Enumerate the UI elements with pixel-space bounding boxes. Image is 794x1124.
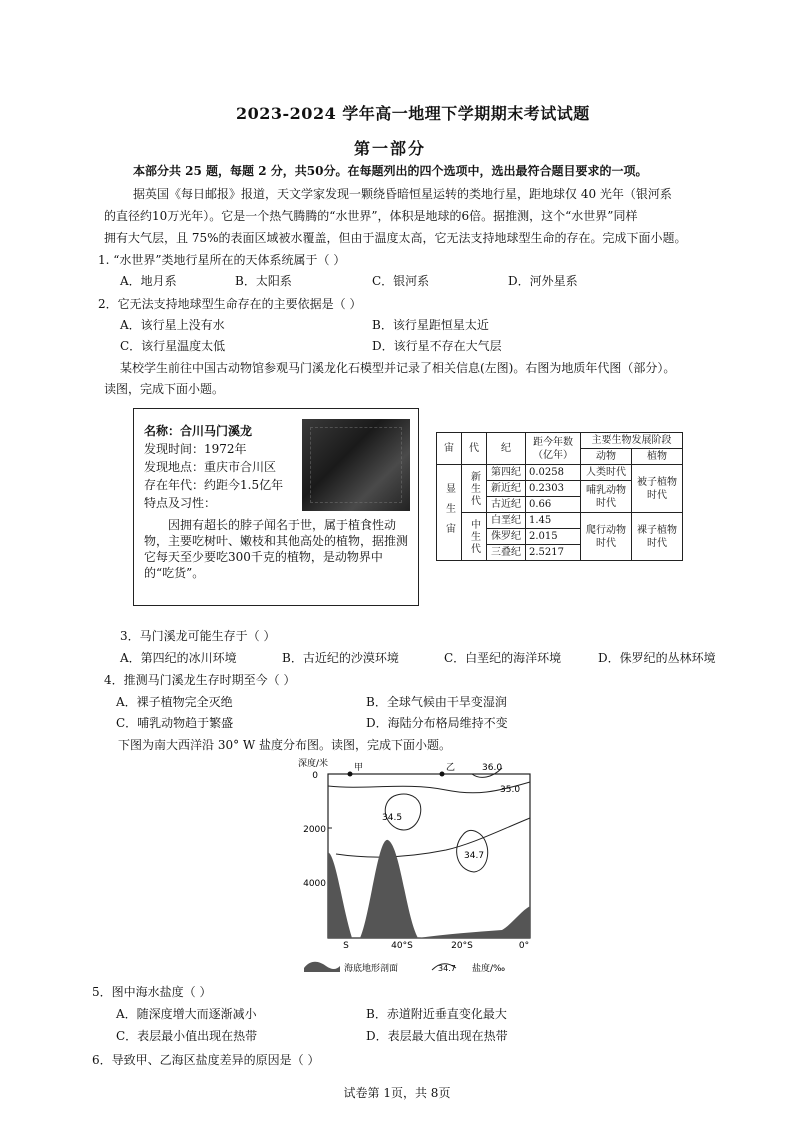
info-found-time: 发现时间：1972年 [144,442,247,456]
q1-option-d[interactable]: D．河外星系 [508,274,578,288]
isoline-36-label: 36.0 [482,763,503,773]
page-footer: 试卷第 1页，共 8页 [343,1086,451,1100]
q1-option-b[interactable]: B．太阳系 [235,274,292,288]
age-2: 0.2303 [526,481,581,497]
legend-terrain-label: 海底地形剖面 [344,964,399,974]
q2-option-c[interactable]: C．该行星温度太低 [120,339,226,353]
eon-phanerozoic: 显生宙 [437,465,462,561]
x-tick-s: S [343,941,349,951]
age-4: 1.45 [526,513,581,529]
dinosaur-info-card [133,408,419,606]
q3-stem: 3．马门溪龙可能生存于（ ） [120,629,276,643]
period-triassic: 三叠纪 [487,545,526,561]
salinity-diagram [296,756,556,978]
y-axis-label: 深度/米 [298,759,329,769]
fossil-photo [302,419,410,511]
part-heading: 第一部分 [354,139,427,158]
age-3: 0.66 [526,497,581,513]
plant-angiosperm: 被子植物时代 [632,465,683,513]
period-paleogene: 古近纪 [487,497,526,513]
age-6: 2.5217 [526,545,581,561]
info-habits-text: 因拥有超长的脖子闻名于世，属于植食性动物，主要吃树叶、嫩枝和其他高处的植物，据推测它每天至少要吃300千克的植物，是动物界中的“吃货”。 [144,518,409,580]
q5-option-b[interactable]: B．赤道附近垂直变化最大 [366,1007,507,1021]
q5-option-a[interactable]: A．随深度增大而逐渐减小 [116,1007,257,1021]
q5-stem: 5．图中海水盐度（ ） [92,985,212,999]
passage2-line1: 某校学生前往中国古动物馆参观马门溪龙化石模型并记录了相关信息(左图)。右图为地质年代图（部分）。 [120,361,676,375]
th-plant: 植物 [632,449,683,465]
seabed-ridge-left [360,840,418,938]
label-jia: 甲 [354,763,364,773]
info-era: 存在年代：约距今1.5亿年 [144,478,284,492]
q2-option-d[interactable]: D．该行星不存在大气层 [372,339,502,353]
th-eon: 宙 [437,433,462,465]
exam-title: 2023-2024 学年高一地理下学期期末考试试题 [236,104,590,123]
x-tick-20s: 20°S [451,941,473,951]
x-tick-40s: 40°S [391,941,413,951]
q4-stem: 4．推测马门溪龙生存时期至今（ ） [104,673,296,687]
passage1-line3: 拥有大气层，且 75%的表面区域被水覆盖，但由于温度太高，它无法支持地球型生命的存在。完成下面小题。 [104,231,687,245]
q4-option-c[interactable]: C．哺乳动物趋于繁盛 [116,716,234,730]
geologic-time-table [436,432,683,561]
q2-option-b[interactable]: B．该行星距恒星太近 [372,318,489,332]
th-era: 代 [462,433,487,465]
th-stage: 主要生物发展阶段 [581,433,683,449]
era-mesozoic: 中生代 [462,513,487,561]
passage2-line2: 读图，完成下面小题。 [104,382,225,396]
period-jurassic: 侏罗纪 [487,529,526,545]
q4-option-a[interactable]: A．裸子植物完全灭绝 [116,695,233,709]
passage1-line1: 据英国《每日邮报》报道，天文学家发现一颗绕昏暗恒星运转的类地行星，距地球仅 40 光年（银河系 [133,187,672,201]
legend-terrain-swatch [304,962,340,972]
age-5: 2.015 [526,529,581,545]
isoline-345-label: 34.5 [382,813,403,823]
info-name: 名称：合川马门溪龙 [144,424,253,438]
q1-option-a[interactable]: A．地月系 [120,274,177,288]
q4-option-d[interactable]: D．海陆分布格局维持不变 [366,716,508,730]
legend-isoline-value: 34.7 [438,964,456,973]
th-period: 纪 [487,433,526,465]
animal-reptile: 爬行动物时代 [581,513,632,561]
animal-mammal: 哺乳动物时代 [581,481,632,513]
q2-stem: 2．它无法支持地球型生命存在的主要依据是（ ） [98,297,362,311]
q2-option-a[interactable]: A．该行星上没有水 [120,318,225,332]
period-neogene: 新近纪 [487,481,526,497]
q6-stem: 6．导致甲、乙海区盐度差异的原因是（ ） [92,1053,320,1067]
plant-gymnosperm: 裸子植物时代 [632,513,683,561]
era-cenozoic: 新生代 [462,465,487,513]
animal-human: 人类时代 [581,465,632,481]
passage3: 下图为南大西洋沿 30° W 盐度分布图。读图，完成下面小题。 [118,738,452,752]
point-yi-marker [440,772,445,777]
info-found-place: 发现地点：重庆市合川区 [144,460,277,474]
period-cretaceous: 白垩纪 [487,513,526,529]
q3-option-b[interactable]: B．古近纪的沙漠环境 [282,651,399,665]
isoline-347-upper [336,818,530,857]
q5-option-c[interactable]: C．表层最小值出现在热带 [116,1029,258,1043]
x-tick-0: 0° [518,941,530,951]
q3-option-a[interactable]: A．第四纪的冰川环境 [120,651,237,665]
point-jia-marker [348,772,353,777]
th-age: 距今年数（亿年） [526,433,581,465]
seabed-left [328,852,352,938]
isoline-35-label: 35.0 [500,785,521,795]
y-tick-2000: 2000 [303,825,326,835]
q3-option-c[interactable]: C．白垩纪的海洋环境 [444,651,562,665]
q1-option-c[interactable]: C．银河系 [372,274,430,288]
y-tick-4000: 4000 [303,879,326,889]
info-habits [144,517,412,581]
label-yi: 乙 [446,763,456,773]
th-animal: 动物 [581,449,632,465]
q4-option-b[interactable]: B．全球气候由干旱变湿润 [366,695,507,709]
period-quaternary: 第四纪 [487,465,526,481]
info-habits-label: 特点及习性： [144,496,217,510]
y-tick-0: 0 [312,771,318,781]
q3-option-d[interactable]: D．侏罗纪的丛林环境 [598,651,716,665]
seabed-ridge-right [418,906,530,938]
q5-option-d[interactable]: D．表层最大值出现在热带 [366,1029,508,1043]
legend-isoline-label: 盐度/‰ [472,964,506,974]
instructions: 本部分共 25 题，每题 2 分，共50分。在每题列出的四个选项中，选出最符合题目要求的一项。 [133,164,648,178]
age-1: 0.0258 [526,465,581,481]
isoline-347-label: 34.7 [464,851,485,861]
q1-stem: 1. “水世界”类地行星所在的天体系统属于（ ） [98,253,346,267]
passage1-line2: 的直径约10万光年）。它是一个热气腾腾的“水世界”，体积是地球的6倍。据推测，这个“水世界”同样 [104,209,638,223]
